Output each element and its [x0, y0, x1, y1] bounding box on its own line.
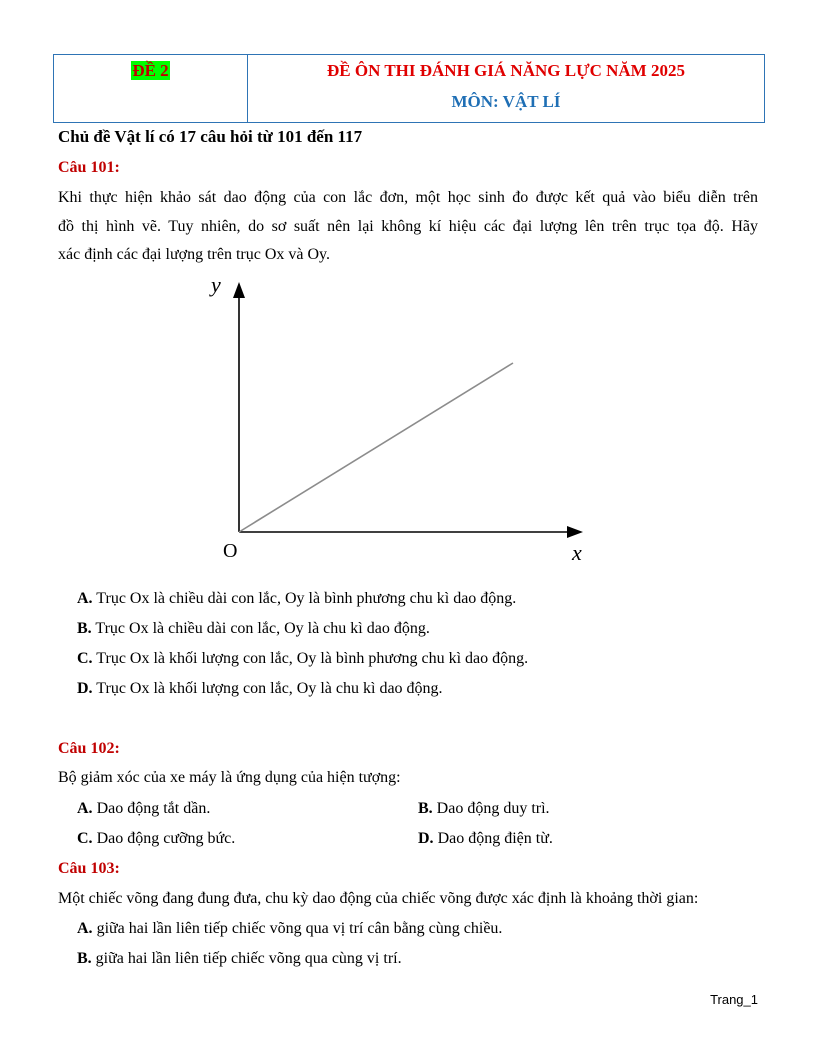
question-101-line-2: đồ thị hình vẽ. Tuy nhiên, do sơ suất nên lại không kí hiệu các đại lượng lên trên trục tọa độ. Hãy [58, 217, 758, 235]
question-103-option-b[interactable]: B. giữa hai lần liên tiếp chiếc võng qua cùng vị trí. [77, 950, 402, 967]
question-101-text [58, 184, 758, 270]
question-101-option-a[interactable]: A. Trục Ox là chiều dài con lắc, Oy là bình phương chu kì dao động. [77, 590, 517, 607]
question-102-option-c[interactable]: C. Dao động cưỡng bức. [77, 830, 236, 847]
header-table [53, 54, 765, 123]
question-101-label: Câu 101: [58, 159, 120, 176]
question-103-option-a[interactable]: A. giữa hai lần liên tiếp chiếc võng qua vị trí cân bằng cùng chiều. [77, 920, 503, 937]
data-line [239, 363, 513, 532]
question-102-stem: Bộ giảm xóc của xe máy là ứng dụng của hiện tượng: [58, 769, 401, 786]
question-102-option-d[interactable]: D. Dao động điện từ. [418, 830, 553, 847]
question-101-option-b[interactable]: B. Trục Ox là chiều dài con lắc, Oy là chu kì dao động. [77, 620, 430, 637]
header-right-cell [248, 55, 764, 122]
x-axis-label: x [572, 540, 582, 565]
question-101-line-3: xác định các đại lượng trên trục Ox và Oy. [58, 246, 330, 263]
question-101-option-d[interactable]: D. Trục Ox là khối lượng con lắc, Oy là chu kì dao động. [77, 680, 443, 697]
question-103-label: Câu 103: [58, 860, 120, 877]
header-left-cell [54, 55, 248, 122]
question-102-option-b[interactable]: B. Dao động duy trì. [418, 800, 550, 817]
origin-label: O [223, 540, 238, 562]
question-102-option-a[interactable]: A. Dao động tắt dần. [77, 800, 211, 817]
exam-subject: MÔN: VẬT LÍ [451, 92, 561, 111]
x-axis-arrow [567, 526, 583, 538]
page-number: Trang_1 [710, 992, 758, 1007]
question-101-graph [200, 270, 600, 570]
y-axis-arrow [233, 282, 245, 298]
question-103-stem: Một chiếc võng đang đung đưa, chu kỳ dao động của chiếc võng được xác định là khoảng thời gian: [58, 890, 699, 907]
topic-heading: Chủ đề Vật lí có 17 câu hỏi từ 101 đến 117 [58, 127, 363, 146]
question-101-option-c[interactable]: C. Trục Ox là khối lượng con lắc, Oy là bình phương chu kì dao động. [77, 650, 529, 667]
exam-title: ĐỀ ÔN THI ĐÁNH GIÁ NĂNG LỰC NĂM 2025 [327, 61, 685, 80]
question-101-line-1: Khi thực hiện khảo sát dao động của con lắc đơn, một học sinh đo được kết quả vào biểu diễn trên [58, 189, 758, 206]
exam-code: ĐỀ 2 [132, 61, 169, 80]
y-axis-label: y [211, 272, 221, 297]
question-102-label: Câu 102: [58, 740, 120, 757]
